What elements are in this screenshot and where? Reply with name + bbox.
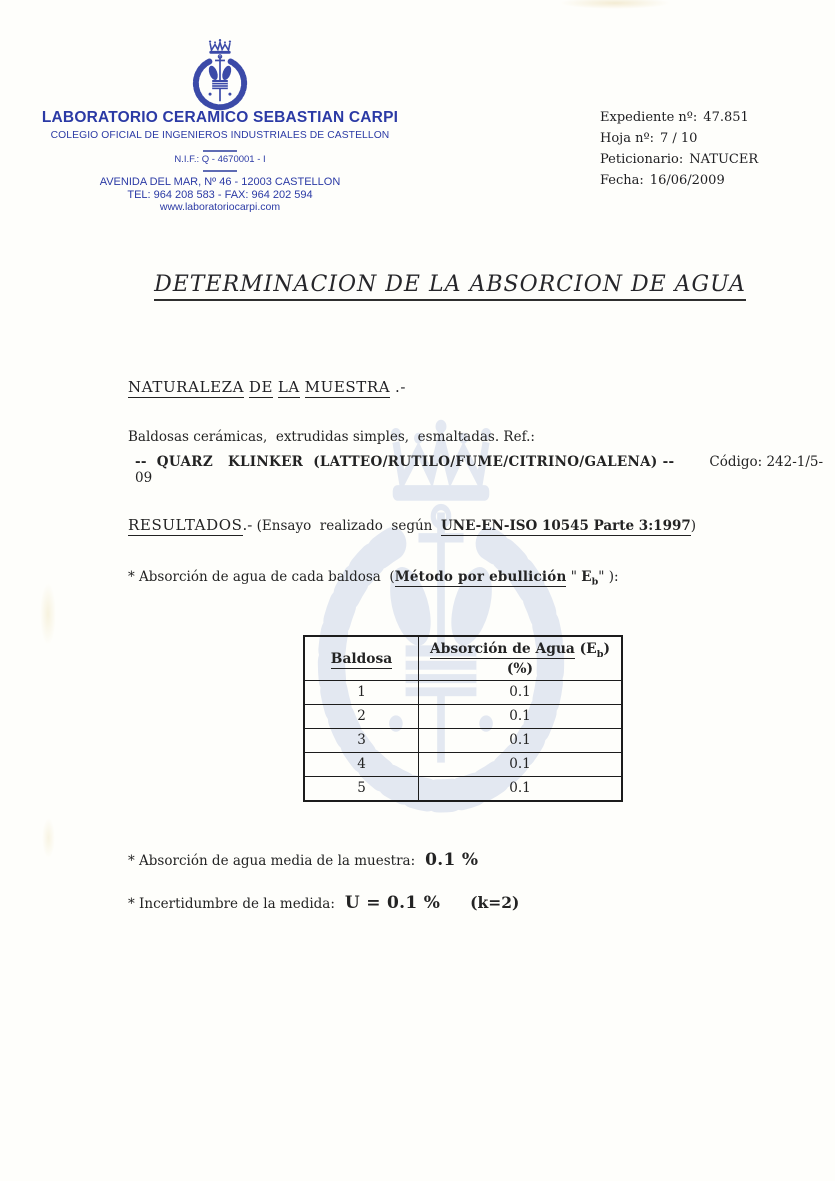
eb-symbol-sub: b	[591, 576, 599, 588]
baldosa-cell: 3	[304, 728, 419, 752]
expediente-value: 47.851	[703, 110, 749, 125]
fecha-row	[600, 170, 758, 191]
laboratory-name: LABORATORIO CERAMICO SEBASTIAN CARPI	[41, 109, 399, 126]
baldosa-cell: 1	[304, 680, 419, 704]
hoja-value: 7 / 10	[659, 131, 698, 146]
unit-label: (%)	[506, 660, 534, 677]
sample-reference-line	[135, 454, 835, 486]
eb-symbol: E	[581, 569, 592, 585]
nif-line: N.I.F.: Q - 4670001 - I	[174, 154, 266, 165]
results-section-heading	[128, 516, 696, 534]
absorcion-cell: 0.1	[419, 776, 623, 801]
document-title: DETERMINACION DE LA ABSORCION DE AGUA	[140, 272, 760, 301]
laboratory-crest-icon	[180, 36, 260, 114]
sample-reference: -- QUARZ KLINKER (LATTEO/RUTILO/FUME/CITRINO/GALENA) --	[135, 454, 675, 470]
results-table	[303, 635, 623, 802]
baldosa-cell: 5	[304, 776, 419, 801]
baldosa-cell: 4	[304, 752, 419, 776]
table-row	[304, 680, 622, 704]
method-tail: " ):	[598, 569, 619, 585]
sample-code: Código: 242-1/5-09	[135, 454, 824, 486]
table-row	[304, 704, 622, 728]
fecha-value: 16/06/2009	[649, 173, 725, 188]
expediente-label: Expediente nº:	[600, 110, 698, 125]
eb-sub: b	[596, 648, 604, 660]
col-absorcion-header: Absorción de Agua $(E_b)$ (%)	[419, 636, 623, 680]
letterhead-divider	[203, 170, 237, 172]
baldosa-cell: 2	[304, 704, 419, 728]
ensayo-text: (Ensayo realizado según	[252, 518, 441, 534]
letterhead-divider	[203, 150, 237, 152]
phone-fax-line: TEL: 964 208 583 - FAX: 964 202 594	[127, 189, 313, 201]
hoja-row	[600, 128, 758, 149]
hoja-label: Hoja nº:	[600, 131, 654, 146]
absorcion-cell: 0.1	[419, 704, 623, 728]
sample-section-heading	[128, 378, 406, 398]
heading-word: NATURALEZA	[128, 378, 245, 396]
item-prefix: * Absorción de agua de cada baldosa (	[128, 569, 395, 585]
results-heading: RESULTADOS	[128, 516, 243, 534]
ensayo-close: )	[690, 518, 697, 534]
scan-smudge	[42, 818, 55, 858]
address-line: AVENIDA DEL MAR, Nº 46 - 12003 CASTELLON	[99, 176, 341, 188]
coverage-factor: (k=2)	[470, 893, 520, 912]
website-line: www.laboratoriocarpi.com	[159, 201, 281, 213]
eb-close: )	[603, 641, 610, 657]
sample-description: Baldosas cerámicas, extrudidas simples, esmaltadas. Ref.:	[128, 429, 535, 445]
uncertainty-line	[128, 893, 519, 913]
mean-value: 0.1 %	[425, 850, 479, 870]
scan-smudge	[40, 583, 56, 645]
college-line: COLEGIO OFICIAL DE INGENIEROS INDUSTRIALES DE CASTELLON	[50, 130, 390, 141]
file-info-block	[600, 107, 758, 191]
heading-word: LA	[277, 378, 300, 396]
table-row	[304, 776, 622, 801]
expediente-row	[600, 107, 758, 128]
standard-reference: UNE-EN-ISO 10545 Parte 3:1997	[440, 518, 691, 534]
col-baldosa-header: Baldosa	[304, 636, 419, 680]
absorcion-cell: 0.1	[419, 680, 623, 704]
method-name: Método por ebullición	[394, 569, 567, 585]
method-quote: "	[566, 569, 582, 585]
table-row	[304, 752, 622, 776]
table-row	[304, 728, 622, 752]
mean-absorption-line	[128, 850, 478, 870]
heading-word: MUESTRA	[304, 378, 391, 396]
absorcion-cell: 0.1	[419, 728, 623, 752]
heading-word: DE	[248, 378, 274, 396]
fecha-label: Fecha:	[600, 173, 644, 188]
uncertainty-label: * Incertidumbre de la medida:	[128, 896, 335, 912]
absorption-method-line	[128, 569, 619, 588]
mean-label: * Absorción de agua media de la muestra:	[128, 853, 416, 869]
peticionario-value: NATUCER	[689, 152, 759, 167]
results-heading-suffix: .-	[242, 516, 253, 534]
scan-smudge	[560, 0, 670, 9]
peticionario-label: Peticionario:	[600, 152, 684, 167]
heading-suffix: .-	[395, 378, 407, 396]
peticionario-row	[600, 149, 758, 170]
eb-open: (E	[574, 641, 597, 657]
absorcion-cell: 0.1	[419, 752, 623, 776]
table-header-row	[304, 636, 622, 680]
uncertainty-value: U = 0.1 %	[344, 893, 441, 913]
